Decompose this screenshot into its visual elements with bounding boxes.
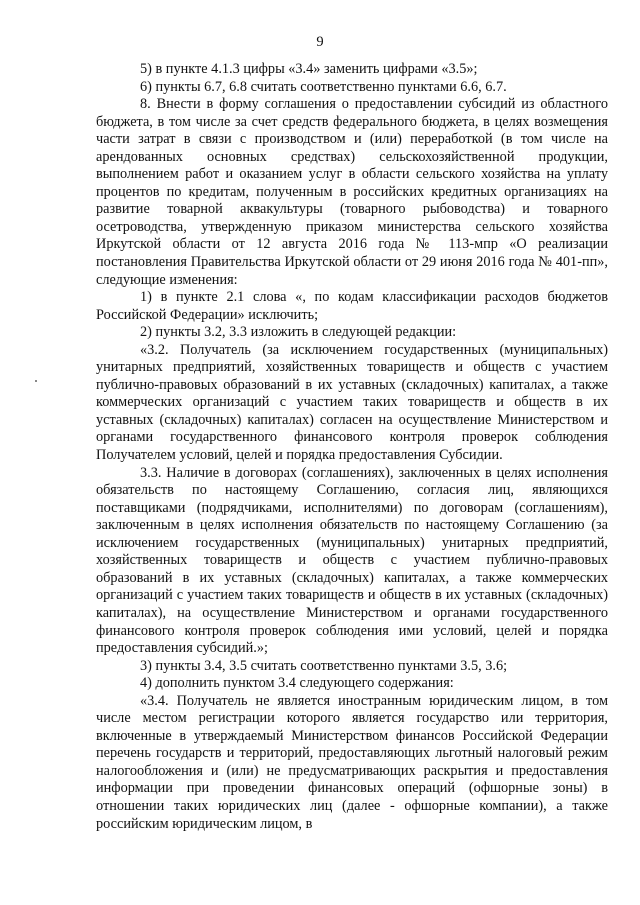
paragraph-amendment-1: 1) в пункте 2.1 слова «, по кодам классификации расходов бюджетов Российской Федерации» исключить; — [96, 289, 608, 323]
document-body — [96, 61, 608, 833]
paragraph-item-5: 5) в пункте 4.1.3 цифры «3.4» заменить цифрами «3.5»; — [140, 61, 478, 77]
page-number: 9 — [316, 34, 324, 50]
paragraph-amendment-3: 3) пункты 3.4, 3.5 считать соответственно пунктами 3.5, 3.6; — [140, 657, 508, 674]
paragraph-amendment-4: 4) дополнить пунктом 3.4 следующего содержания: — [140, 675, 454, 692]
paragraph-clause-3-3: 3.3. Наличие в договорах (соглашениях), заключенных в целях исполнения обязательств по настоящему Соглашению, согласия лиц, являющихся поставщиками (подрядчиками, исполнителями) по договорам (соглашениям), заключенным в целях исполнения обязательств по настоящему Соглашению (за исключением государственных (муниципальных) унитарных предприятий, хозяйственных товариществ и обществ с участием публично-правовых образований в их уставных (складочных) капиталах, а также коммерческих организаций с участием таких товариществ и обществ в их уставных (складочных) капиталах), на осуществление Министерством и органами государственного финансового контроля проверок соблюдения ими условий, целей и порядка предоставления субсидий.»; — [96, 464, 608, 657]
paragraph-section-8: 8. Внести в форму соглашения о предоставлении субсидий из областного бюджета, в том числе за счет средств федерального бюджета, в целях возмещения части затрат в связи с производством и (или) переработкой (в том числе на арендованных основных средствах) сельскохозяйственной продукции, выполнением работ и оказанием услуг в области сельского хозяйства на уплату процентов по кредитам, полученным в российских кредитных организациях на развитие товарной аквакультуры (товарного рыбоводства) и товарного осетроводства, утвержденную приказом министерства сельского хозяйства Иркутской области от 12 августа 2016 года № 113-мпр «О реализации постановления Правительства Иркутской области от 29 июня 2016 года № 401-пп», следующие изменения: — [96, 96, 608, 288]
paragraph-amendment-2: 2) пункты 3.2, 3.3 изложить в следующей редакции: — [140, 324, 457, 341]
paragraph-clause-3-2: «3.2. Получатель (за исключением государственных (муниципальных) унитарных предприятий, хозяйственных товариществ и обществ с участием публично-правовых образований в их уставных (складочных) капиталах, а также коммерческих организаций с участием таких товариществ и обществ в их уставных (складочных) капиталах) согласен на осуществление Министерством и органами государственного финансового контроля проверок соблюдения Получателем условий, целей и порядка предоставления Субсидии. — [96, 341, 608, 464]
paragraph-item-6: 6) пункты 6.7, 6.8 считать соответственно пунктами 6.6, 6.7. — [140, 78, 507, 95]
paragraph-clause-3-4: «3.4. Получатель не является иностранным юридическим лицом, в том числе местом регистрации которого является государство или территория, включенные в утверждаемый Министерством финансов Российской Федерации перечень государств и территорий, предоставляющих льготный налоговый режим налогообложения и (или) не предусматривающих раскрытия и предоставления информации при проведении финансовых операций (офшорные зоны) в отношении таких юридических лиц (далее - офшорные компании), а также российским юридическим лицом, в — [96, 692, 608, 832]
margin-mark — [35, 380, 37, 382]
